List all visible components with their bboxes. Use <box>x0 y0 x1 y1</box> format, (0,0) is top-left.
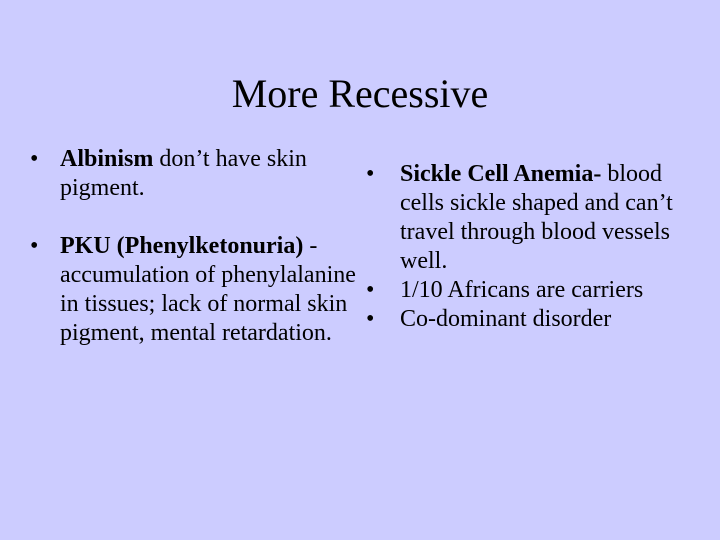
bullet-dot: • <box>366 277 375 303</box>
right-bullet-list <box>356 160 696 334</box>
bullet-dot: • <box>366 306 375 332</box>
bullet-text: blood cells sickle shaped and can’t travel through blood vessels well. <box>400 161 673 274</box>
bullet-dot: • <box>30 233 39 259</box>
left-bullet-list <box>30 145 360 348</box>
bullet-text: Co-dominant disorder <box>400 306 612 332</box>
bullet-codominant <box>356 305 696 334</box>
slide-title: More Recessive <box>231 71 489 116</box>
bullet-dot: • <box>30 146 39 172</box>
bullet-pku <box>30 232 360 348</box>
bullet-term: PKU (Phenylketonuria) <box>60 233 304 259</box>
bullet-sickle-cell <box>356 160 696 276</box>
bullet-term: Albinism <box>60 146 154 172</box>
bullet-text: don’t have skin pigment. <box>60 146 307 201</box>
bullet-text: 1/10 Africans are carriers <box>400 277 644 303</box>
bullet-dot: • <box>366 161 375 187</box>
bullet-text: - accumulation of phenylalanine in tissues; lack of normal skin pigment, mental retardation. <box>60 233 356 346</box>
bullet-carriers <box>356 276 696 305</box>
bullet-term: Sickle Cell Anemia- <box>400 161 602 187</box>
bullet-albinism <box>30 145 360 203</box>
